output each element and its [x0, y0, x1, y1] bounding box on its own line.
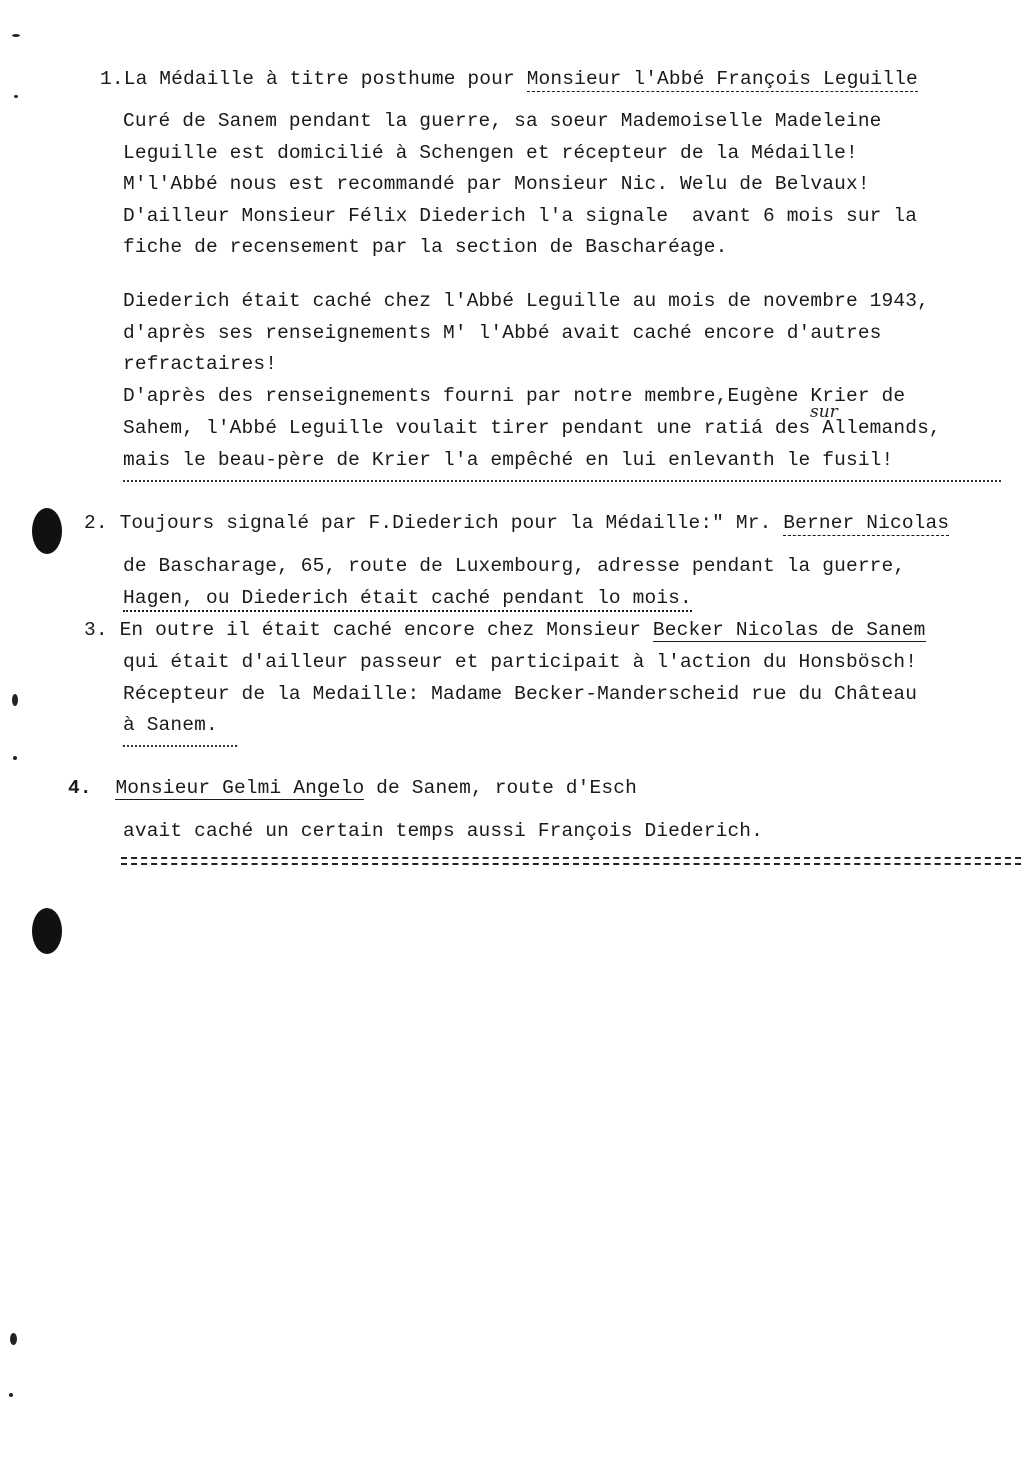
item-number: 1.: [100, 68, 124, 90]
dotted-separator: [123, 480, 1001, 482]
person-name: Monsieur l'Abbé François Leguille: [526, 68, 918, 90]
item-1-line: Leguille est domicilié à Schengen et récepteur de la Médaille!: [123, 142, 858, 164]
item-number: 4.: [68, 777, 92, 799]
item-1-paragraph-line: d'après ses renseignements M' l'Abbé avait caché encore d'autres: [123, 322, 882, 344]
punch-hole-top: [32, 508, 62, 554]
scan-speck: [13, 756, 17, 760]
item-3-line: qui était d'ailleur passeur et participait à l'action du Honsbösch!: [123, 651, 918, 673]
item-3-heading: [84, 618, 926, 642]
item-1-paragraph-line: D'après des renseignements fourni par notre membre,Eugène Krier de: [123, 385, 906, 407]
person-name: Monsieur Gelmi Angelo: [115, 777, 365, 799]
item-1-line: D'ailleur Monsieur Félix Diederich l'a signale avant 6 mois sur la: [123, 205, 918, 227]
item-rest: de Sanem, route d'Esch: [364, 777, 637, 799]
item-1-line: Curé de Sanem pendant la guerre, sa soeur Mademoiselle Madeleine: [123, 110, 882, 132]
item-1-paragraph-line: refractaires!: [123, 353, 278, 375]
item-1-line: M'l'Abbé nous est recommandé par Monsieur Nic. Welu de Belvaux!: [123, 173, 870, 195]
scan-speck: [10, 1333, 17, 1345]
scan-speck: [14, 95, 18, 98]
scan-speck: [9, 1393, 13, 1397]
item-4-line: avait caché un certain temps aussi François Diederich.: [123, 820, 764, 842]
item-1-paragraph-line: Diederich était caché chez l'Abbé Leguille au mois de novembre 1943,: [123, 290, 929, 312]
item-1-heading: [100, 67, 918, 91]
item-1-paragraph-line: Sahem, l'Abbé Leguille voulait tirer pendant une ratiá des Allemands,: [123, 417, 941, 439]
scan-speck: [12, 694, 18, 706]
item-intro: La Médaille à titre posthume pour: [123, 68, 527, 90]
item-2-line: de Bascharage, 65, route de Luxembourg, adresse pendant la guerre,: [123, 555, 906, 577]
punch-hole-bottom: [32, 908, 62, 954]
handwritten-correction: sur: [810, 402, 838, 422]
item-number: 2.: [84, 512, 108, 534]
dotted-separator: [123, 745, 237, 747]
item-number: 3.: [84, 619, 108, 641]
item-1-paragraph-line: mais le beau-père de Krier l'a empêché en lui enlevanth le fusil!: [123, 449, 894, 471]
item-3-line: à Sanem.: [123, 714, 218, 736]
item-2-heading: [84, 511, 949, 535]
double-separator: [121, 857, 1021, 865]
item-4-heading: [68, 776, 637, 800]
item-1-line: fiche de recensement par la section de Bascharéage.: [123, 236, 728, 258]
scan-speck: [12, 34, 20, 37]
item-intro: En outre il était caché encore chez Monsieur: [119, 619, 653, 641]
hiding-place-note: Hagen, ou Diederich était caché pendant lo mois.: [123, 587, 692, 612]
item-intro: Toujours signalé par F.Diederich pour la Médaille:" Mr.: [119, 512, 784, 534]
item-2-underlined-line: [123, 586, 692, 610]
item-3-line: Récepteur de la Medaille: Madame Becker-Manderscheid rue du Château: [123, 683, 918, 705]
person-name: Becker Nicolas de Sanem: [652, 619, 926, 641]
person-name: Berner Nicolas: [783, 512, 950, 534]
